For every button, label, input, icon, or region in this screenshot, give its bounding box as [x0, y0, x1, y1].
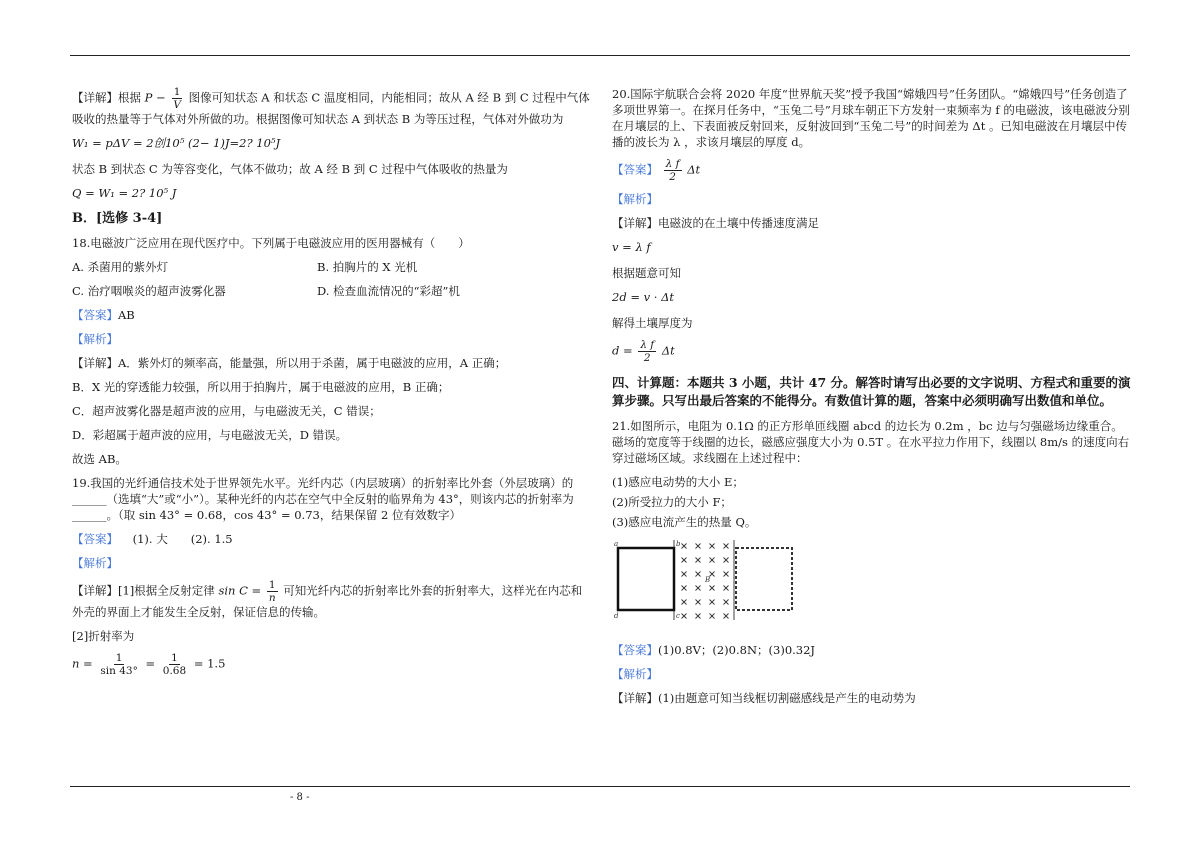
detail-18-c: C．超声波雾化器是超声波的应用，与电磁波无关，C 错误； [72, 404, 381, 418]
label-d: d [614, 612, 619, 620]
coil-magnetic-field-figure [612, 538, 1132, 634]
detail-18-b: B．X 光的穿透能力较强，所以用于拍胸片，属于电磁波的应用，B 正确； [72, 380, 450, 394]
option-c: C. 治疗咽喉炎的超声波雾化器 [72, 284, 226, 298]
section-heading-3-4: B．[选修 3-4] [72, 211, 163, 226]
question-19: 19.我国的光纤通信技术处于世界领先水平。光纤内芯（内层玻璃）的折射率比外套（外层玻璃）的______（选填“大”或“小”）。某种光纤的内芯在空气中全反射的临界角为 43°，则该内芯的折射率为______。（取 sin 43° = 0.68，cos 43° = 0.73，结果保留 2 位有效数字） [72, 476, 574, 522]
formula-2d: 2d = v · Δt [612, 290, 675, 304]
page-number: - 8 - [290, 792, 310, 803]
fraction-1-over-n: $\frac{1}{n}$ [268, 579, 276, 604]
formula-d: d = $\frac{\text{λ f}}{2}$ Δt [612, 339, 675, 364]
bottom-rule [70, 786, 1130, 787]
answer-18: 【答案】AB [72, 308, 135, 322]
detail-18-a: 【详解】A．紫外灯的频率高，能量强，所以用于杀菌，属于电磁波的应用，A 正确； [72, 356, 507, 370]
q17-detail-2: 状态 B 到状态 C 为等容变化，气体不做功；故 A 经 B 到 C 过程中气体吸收的热量为 [72, 162, 508, 176]
right-column [612, 86, 1132, 714]
option-d: D. 检查血流情况的“彩超”机 [317, 284, 460, 298]
formula-heat: Q = W₁ = 2? 10⁵ J [72, 186, 177, 200]
q18-options-row-2 [72, 283, 592, 299]
question-18: 18.电磁波广泛应用在现代医疗中。下列属于电磁波应用的医用器械有（ ） [72, 236, 470, 250]
left-column [72, 86, 592, 687]
detail-19-b: [2]折射率为 [72, 629, 135, 643]
label-a: a [614, 540, 619, 548]
label-c: c [676, 612, 680, 620]
detail-19-a: 【详解】[1]根据全反射定律 sin C = $\frac{1}{n}$ 可知光纤内芯的折射率比外套的折射率大，这样光在内芯和外壳的界面上才能发生全反射，保证信息的传输。 [72, 579, 583, 619]
detail-21: 【详解】(1)由题意可知当线框切割磁感线是产生的电动势为 [612, 691, 916, 705]
label-field-b: B [705, 576, 711, 584]
formula-v: v = λ f [612, 240, 651, 254]
detail-20: 【详解】电磁波的在土壤中传播速度满足 [612, 216, 819, 230]
label-b: b [676, 540, 681, 548]
answer-20: 【答案】 $\frac{\text{λ f}}{2}$ Δt [612, 158, 701, 183]
figure-svg [612, 538, 802, 630]
q18-options-row-1 [72, 259, 592, 275]
formula-work: W₁ = pΔV = 2创10⁵ (2− 1)J=2? 10⁵J [72, 136, 281, 150]
question-20: 20.国际宇航联合会将 2020 年度“世界航天奖”授予我国“嫦娥四号”任务团队。“嫦娥四号”任务创造了多项世界第一。在探月任务中，“玉兔二号”月球车朝正下方发射一束频率为 f 的电磁波，该电磁波分别在月壤层的上、下表面被反射回来，反射波回到“玉兔二号”的时间差为 Δt 。已知电磁波在月壤层中传播的波长为 λ ，求该月壤层的厚度 d。 [612, 87, 1130, 149]
detail-18-conclusion: 故选 AB。 [72, 452, 127, 466]
fraction-1-over-v: $\frac{1}{V}$ [173, 86, 181, 111]
answer-21: 【答案】(1)0.8V；(2)0.8N；(3)0.32J [612, 643, 816, 657]
analysis-label-21: 【解析】 [612, 667, 658, 681]
question-21: 21.如图所示，电阻为 0.1Ω 的正方形单匝线圈 abcd 的边长为 0.2m ，bc 边与匀强磁场边缘重合。磁场的宽度等于线圈的边长，磁感应强度大小为 0.5T 。在水平拉力作用下，线圈以 8m/s 的速度向右穿过磁场区域。求线圈在上述过程中： [612, 419, 1130, 465]
analysis-label-20: 【解析】 [612, 192, 658, 206]
q21-part-3: (3)感应电流产生的热量 Q。 [612, 515, 757, 529]
analysis-label-18: 【解析】 [72, 332, 118, 346]
option-b: B. 拍胸片的 X 光机 [317, 260, 418, 274]
formula-refractive-index: n = $\frac{1}{\sin 43^\circ}$ = $\frac{1}{0.68}$ = 1.5 [72, 652, 226, 677]
answer-19: 【答案】 (1). 大 (2). 1.5 [72, 532, 233, 546]
detail-20-b: 根据题意可知 [612, 266, 681, 280]
analysis-label-19: 【解析】 [72, 556, 118, 570]
q21-part-2: (2)所受拉力的大小 F； [612, 495, 732, 509]
detail-18-d: D．彩超属于超声波的应用，与电磁波无关，D 错误。 [72, 428, 348, 442]
q21-part-1: (1)感应电动势的大小 E； [612, 475, 744, 489]
option-a: A. 杀菌用的紫外灯 [72, 260, 169, 274]
top-rule [70, 55, 1130, 56]
detail-20-c: 解得土壤厚度为 [612, 316, 693, 330]
q17-detail: 【详解】根据 P − $\frac{1}{V}$ 图像可知状态 A 和状态 C 温度相同，内能相同；故从 A 经 B 到 C 过程中气体吸收的热量等于气体对外所做的功。根据图像可知状态 A 到状态 B 为等压过程，气体对外做功为 [72, 86, 590, 126]
section-heading-calculation: 四、计算题：本题共 3 小题，共计 47 分。解答时请写出必要的文字说明、方程式和重要的演算步骤。只写出最后答案的不能得分。有数值计算的题，答案中必须明确写出数值和单位。 [612, 375, 1131, 408]
